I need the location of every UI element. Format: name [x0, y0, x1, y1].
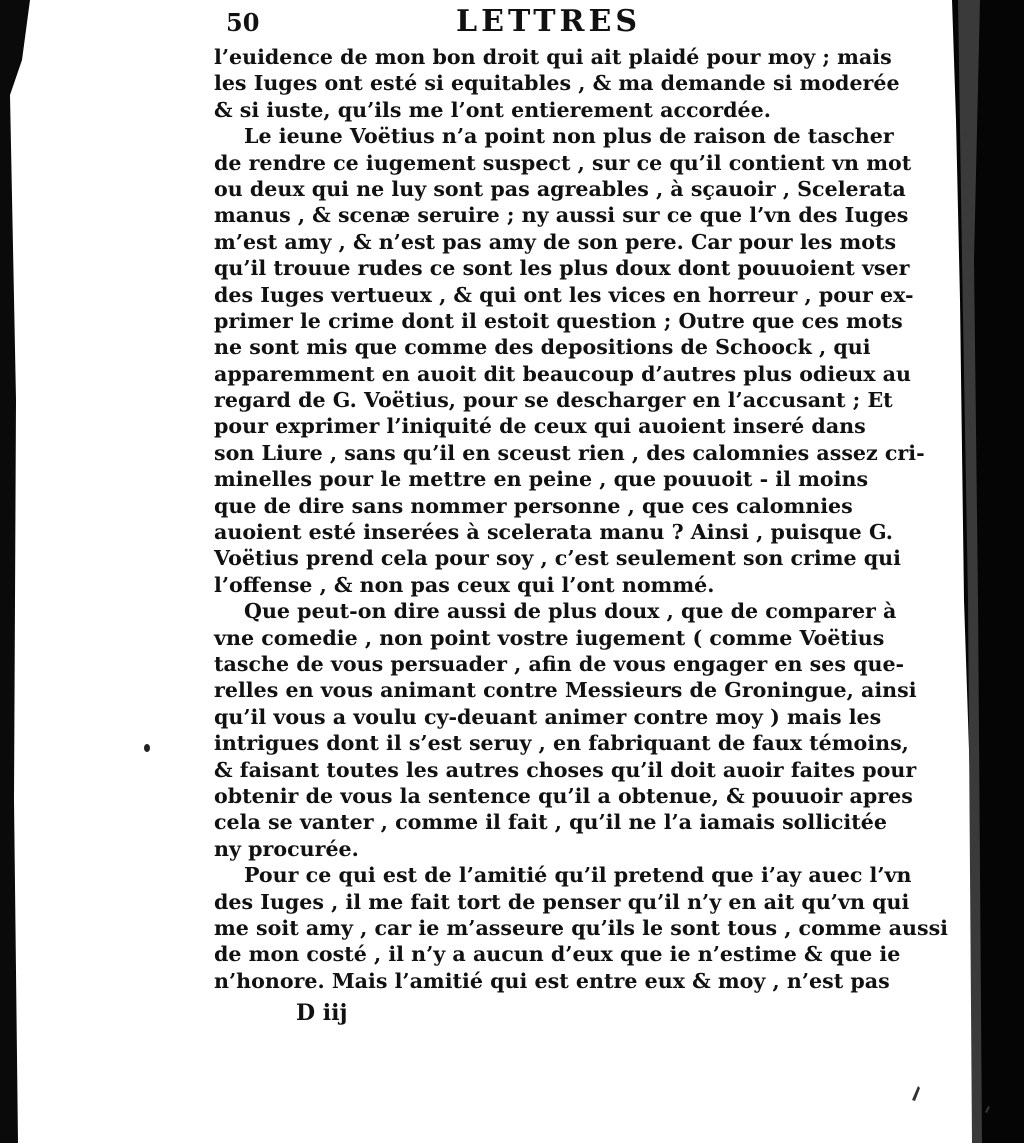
text-line: regard de G. Voëtius, pour se descharger en l’accusant ; Et: [214, 388, 893, 413]
body-text: [214, 44, 949, 994]
text-line: ne sont mis que comme des depositions de Schoock , qui: [214, 335, 871, 360]
text-line: m’est amy , & n’est pas amy de son pere. Car pour les mots: [214, 229, 897, 254]
text-line: de rendre ce iugement suspect , sur ce qu’il contient vn mot: [214, 150, 912, 175]
text-line: l’euidence de mon bon droit qui ait plaidé pour moy ; mais: [214, 45, 892, 69]
text-line: des Iuges vertueux , & qui ont les vices en horreur , pour ex-: [214, 282, 914, 307]
ink-speck: [912, 1086, 920, 1101]
text-line: & si iuste, qu’ils me l’ont entierement accordée.: [214, 97, 771, 122]
scan-border-left-shape: [0, 0, 30, 1143]
text-line: me soit amy , car ie m’asseure qu’ils le sont tous , comme aussi: [214, 915, 949, 940]
text-line: qu’il trouue rudes ce sont les plus doux dont pouuoient vser: [214, 256, 910, 281]
text-line: intrigues dont il s’est seruy , en fabriquant de faux témoins,: [214, 731, 909, 756]
page-number: 50: [226, 8, 260, 37]
text-line: de mon costé , il n’y a aucun d’eux que ie n’estime & que ie: [214, 942, 901, 967]
page-header: [200, 4, 860, 40]
text-line: & faisant toutes les autres choses qu’il doit auoir faites pour: [214, 757, 917, 782]
text-line: auoient esté inserées à scelerata manu ? Ainsi , puisque G.: [214, 520, 893, 545]
text-line: n’honore. Mais l’amitié qui est entre eux & moy , n’est pas: [214, 968, 890, 993]
text-line: son Liure , sans qu’il en sceust rien , des calomnies assez cri-: [214, 440, 925, 465]
running-title: LETTRES: [456, 4, 642, 39]
text-line: primer le crime dont il estoit question ; Outre que ces mots: [214, 308, 903, 333]
text-line: vne comedie , non point vostre iugement ( comme Voëtius: [214, 625, 885, 650]
scan-border-left: [0, 0, 30, 1143]
text-line: Le ieune Voëtius n’a point non plus de raison de tascher: [244, 124, 894, 149]
text-line: cela se vanter , comme il fait , qu’il ne l’a iamais sollicitée: [214, 810, 887, 835]
text-line: apparemment en auoit dit beaucoup d’autres plus odieux au: [214, 361, 911, 386]
text-line: Voëtius prend cela pour soy , c’est seulement son crime qui: [214, 546, 901, 571]
signature-mark: D iij: [296, 1000, 348, 1026]
ink-speck: [144, 744, 150, 752]
scan-border-right-shape: [944, 0, 1024, 1143]
text-line: relles en vous animant contre Messieurs de Groningue, ainsi: [214, 678, 917, 703]
text-line: minelles pour le mettre en peine , que pouuoit - il moins: [214, 467, 869, 492]
text-line: que de dire sans nommer personne , que ces calomnies: [214, 493, 853, 518]
text-line: tasche de vous persuader , afin de vous engager en ses que-: [214, 651, 905, 676]
text-line: pour exprimer l’iniquité de ceux qui auoient inseré dans: [214, 414, 866, 439]
text-line: ou deux qui ne luy sont pas agreables , à sçauoir , Scelerata: [214, 176, 906, 201]
text-line: les Iuges ont esté si equitables , & ma demande si moderée: [214, 71, 900, 96]
text-line: Pour ce qui est de l’amitié qu’il pretend que i’ay auec l’vn: [244, 863, 912, 888]
text-line: qu’il vous a voulu cy-deuant animer contre moy ) mais les: [214, 704, 882, 729]
text-line: Que peut-on dire aussi de plus doux , que de comparer à: [244, 599, 897, 624]
text-line: l’offense , & non pas ceux qui l’ont nommé.: [214, 572, 715, 597]
text-line: ny procurée.: [214, 836, 359, 861]
text-line: obtenir de vous la sentence qu’il a obtenue, & pouuoir apres: [214, 783, 913, 808]
text-line: des Iuges , il me fait tort de penser qu’il n’y en ait qu’vn qui: [214, 889, 910, 914]
text-line: manus , & scenæ seruire ; ny aussi sur ce que l’vn des Iuges: [214, 203, 909, 228]
scan-border-right: [944, 0, 1024, 1143]
book-page: [200, 0, 949, 1143]
